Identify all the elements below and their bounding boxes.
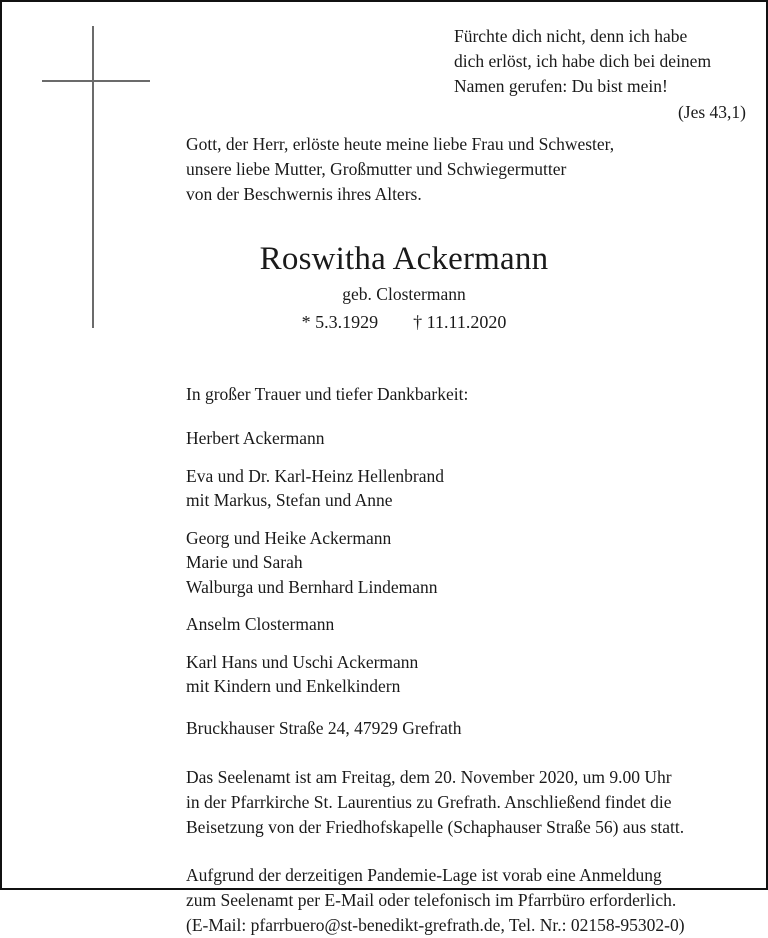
verse-line: Fürchte dich nicht, denn ich habe: [454, 26, 688, 46]
family-address: Bruckhauser Straße 24, 47929 Grefrath: [186, 717, 462, 738]
intro-line: Gott, der Herr, erlöste heute meine liebe Frau und Schwester,: [186, 134, 615, 154]
intro-paragraph: [186, 132, 752, 207]
service-line: Beisetzung von der Friedhofskapelle (Schaphauser Straße 56) aus statt.: [186, 816, 685, 837]
mourner-line: Anselm Clostermann: [186, 614, 335, 634]
mourner-group: [186, 426, 752, 451]
cross-vertical-bar: [92, 26, 94, 328]
service-line: in der Pfarrkirche St. Laurentius zu Grefrath. Anschließend findet die: [186, 791, 672, 812]
mourner-line: Karl Hans und Uschi Ackermann: [186, 651, 419, 672]
service-line: Das Seelenamt ist am Freitag, dem 20. November 2020, um 9.00 Uhr: [186, 766, 672, 787]
mourner-line: Georg und Heike Ackermann: [186, 527, 392, 548]
mourner-line: mit Markus, Stefan und Anne: [186, 490, 393, 510]
christian-cross-icon: [2, 2, 182, 342]
mourners-list: [186, 426, 752, 699]
mourner-line: Marie und Sarah: [186, 552, 303, 572]
verse-line: dich erlöst, ich habe dich bei deinem: [454, 51, 712, 71]
notice-line: Aufgrund der derzeitigen Pandemie-Lage ist vorab eine Anmeldung: [186, 864, 662, 885]
mourner-group: [186, 650, 752, 699]
deceased-dates: [186, 309, 622, 335]
notice-body: [186, 132, 752, 938]
cross-horizontal-bar: [42, 80, 150, 82]
mourner-line: Eva und Dr. Karl-Heinz Hellenbrand: [186, 465, 445, 486]
deceased-name: Roswitha Ackermann: [259, 241, 549, 277]
intro-line: unsere liebe Mutter, Großmutter und Schwiegermutter: [186, 159, 567, 179]
notice-line: (E-Mail: pfarrbuero@st-benedikt-grefrath.de, Tel. Nr.: 02158-95302-0): [186, 914, 685, 935]
intro-line: von der Beschwernis ihres Alters.: [186, 184, 422, 204]
verse-citation: (Jes 43,1): [677, 102, 746, 122]
registration-notice: [186, 863, 752, 938]
death-date: 11.11.2020: [426, 312, 507, 332]
service-details: [186, 765, 752, 840]
mourner-line: mit Kindern und Enkelkindern: [186, 676, 401, 696]
mourner-line: Herbert Ackermann: [186, 428, 325, 448]
death-symbol: †: [413, 312, 423, 332]
mourner-line: Walburga und Bernhard Lindemann: [186, 576, 438, 597]
deceased-maiden-name: geb. Clostermann: [342, 284, 466, 304]
mourner-group: [186, 612, 752, 637]
deceased-block: [186, 239, 622, 335]
mourner-group: [186, 526, 752, 600]
birth-symbol: *: [301, 312, 311, 332]
bible-verse: [454, 24, 746, 125]
mourning-heading: In großer Trauer und tiefer Dankbarkeit:: [186, 384, 469, 404]
mourner-group: [186, 464, 752, 513]
notice-line: zum Seelenamt per E-Mail oder telefonisch im Pfarrbüro erforderlich.: [186, 889, 677, 910]
verse-line: Namen gerufen: Du bist mein!: [454, 76, 668, 96]
birth-date: 5.3.1929: [315, 312, 379, 332]
